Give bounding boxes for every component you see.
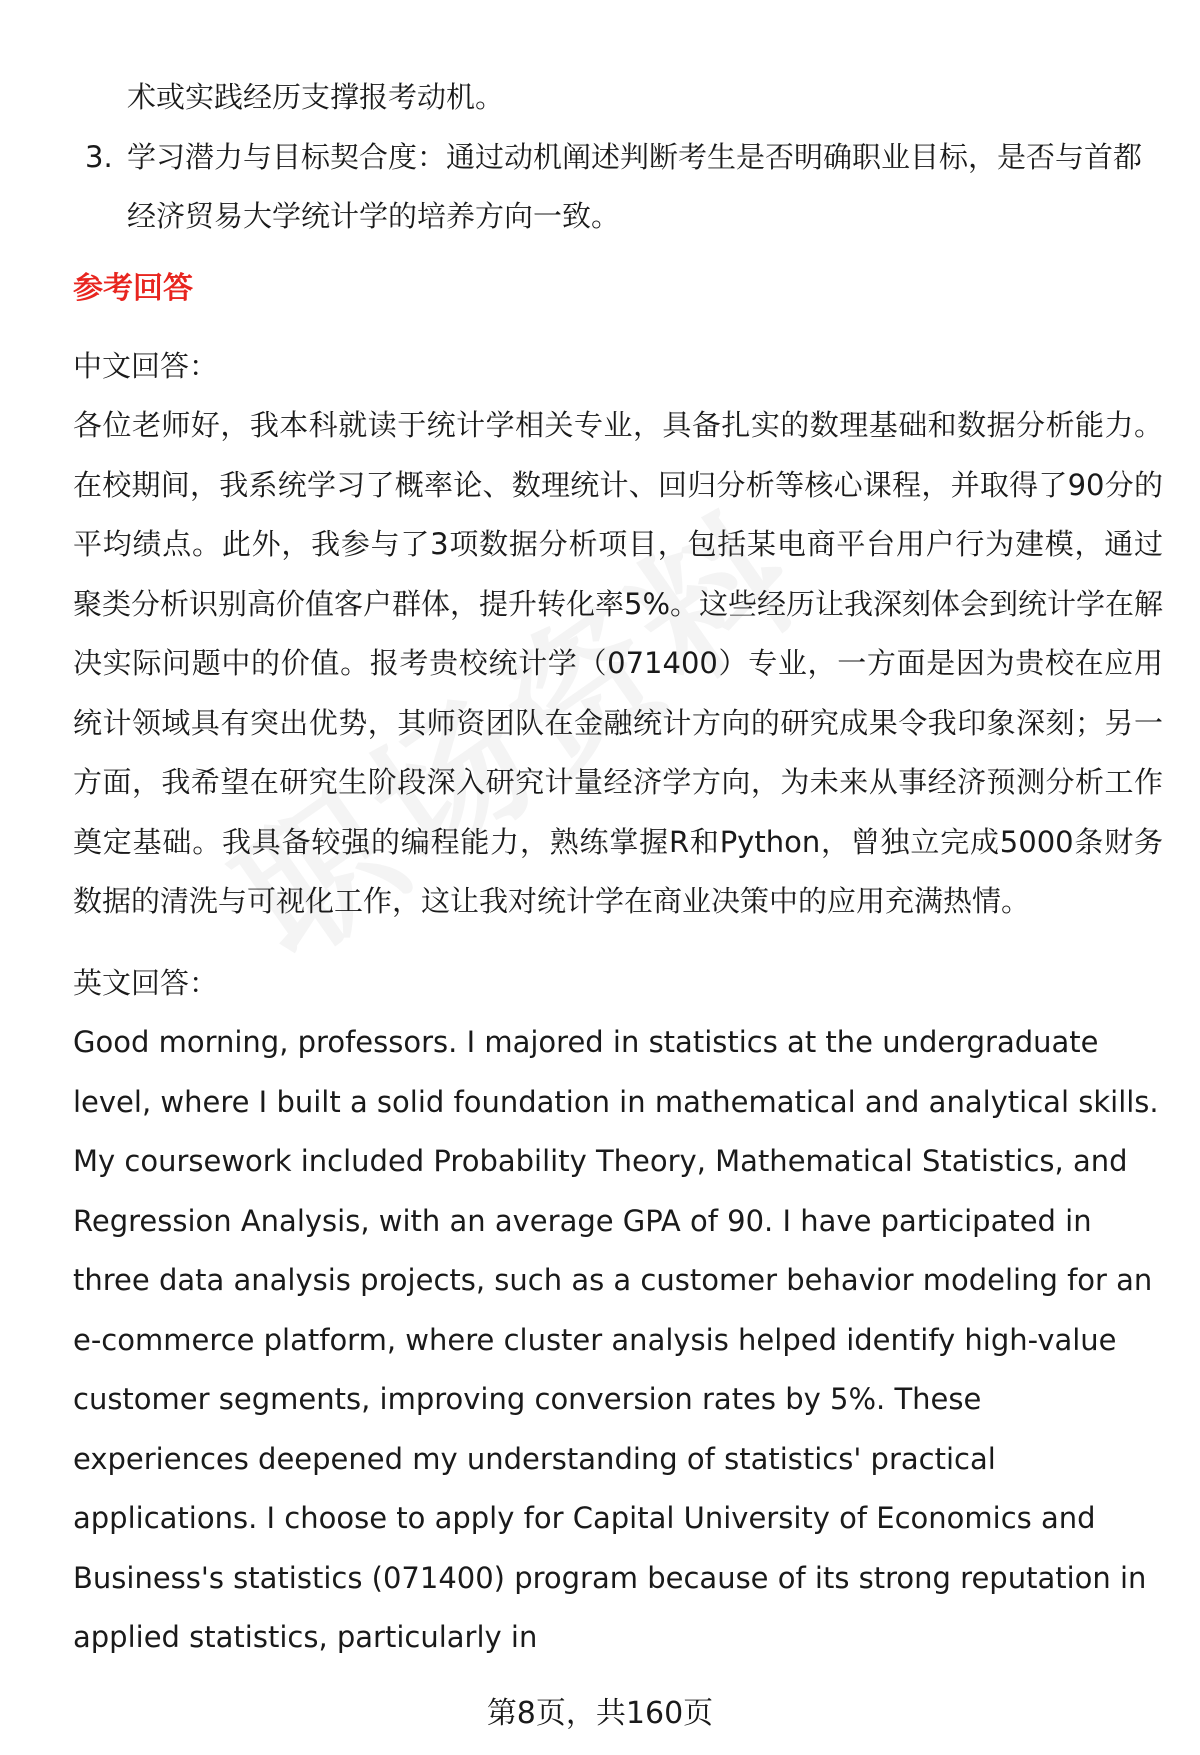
chinese-answer-label: 中文回答： xyxy=(73,348,219,383)
page-content xyxy=(73,68,1163,1668)
page-number: 第8页，共160页 xyxy=(486,1696,714,1731)
list-item-text: 学习潜力与目标契合度：通过动机阐述判断考生是否明确职业目标，是否与首都经济贸易大学统计学的培养方向一致。 xyxy=(127,139,1143,233)
list-item-number: 3. xyxy=(85,139,113,174)
english-answer-label: 英文回答： xyxy=(73,965,219,1000)
list-item-continuation: 术或实践经历支撑报考动机。 xyxy=(127,80,505,114)
list-item xyxy=(73,128,1163,247)
chinese-answer-text: 各位老师好，我本科就读于统计学相关专业，具备扎实的数理基础和数据分析能力。在校期间，我系统学习了概率论、数理统计、回归分析等核心课程，并取得了90分的平均绩点。此外，我参与了3项数据分析项目，包括某电商平台用户行为建模，通过聚类分析识别高价值客户群体，提升转化率5%。这些经历让我深刻体会到统计学在解决实际问题中的价值。报考贵校统计学（071400）专业，一方面是因为贵校在应用统计领域具有突出优势，其师资团队在金融统计方向的研究成果令我印象深刻；另一方面，我希望在研究生阶段深入研究计量经济学方向，为未来从事经济预测分析工作奠定基础。我具备较强的编程能力，熟练掌握R和Python，曾独立完成5000条财务数据的清洗与可视化工作，这让我对统计学在商业决策中的应用充满热情。 xyxy=(73,408,1164,918)
english-answer-text: Good morning, professors. I majored in statistics at the undergraduate level, where I built a solid foundation in mathematical and analytical skills. My coursework included Probability Theory, Mathematical Statistics, and Regression Analysis, with an average GPA of 90. I have participated in three data analysis projects, such as a customer behavior modeling for an e-commerce platform, where cluster analysis helped identify high-value customer segments, improving conversion rates by 5%. These experiences deepened my understanding of statistics' practical applications. I choose to apply for Capital University of Economics and Business's statistics (071400) program because of its strong reputation in applied statistics, particularly in xyxy=(73,1025,1159,1654)
spacer xyxy=(73,932,1163,954)
section-heading-reference: 参考回答 xyxy=(73,270,193,306)
